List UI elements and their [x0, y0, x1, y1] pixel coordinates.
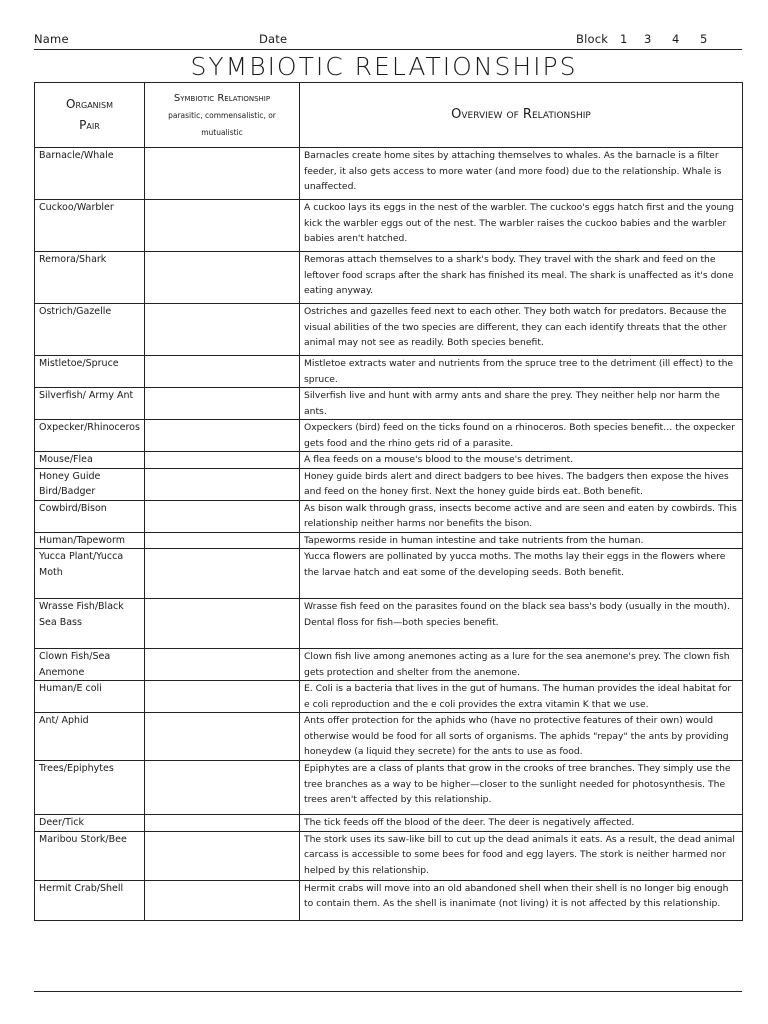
- overview-cell: A flea feeds on a mouse's blood to the mouse's detriment.: [300, 452, 743, 469]
- header-rule: [34, 49, 742, 50]
- table-row: [35, 500, 743, 532]
- table-body: [35, 148, 743, 921]
- relationship-answer-cell[interactable]: [145, 452, 300, 469]
- organism-pair-cell: Mistletoe/Spruce: [35, 356, 145, 388]
- symbiotic-relationship-header: [145, 83, 300, 148]
- overview-cell: Tapeworms reside in human intestine and take nutrients from the human.: [300, 532, 743, 549]
- overview-cell: E. Coli is a bacteria that lives in the gut of humans. The human provides the ideal habitat for e coli reproduction and the e coli provides the extra vitamin K that we use.: [300, 681, 743, 713]
- table-row: [35, 649, 743, 681]
- relationship-answer-cell[interactable]: [145, 549, 300, 599]
- organism-pair-cell: Ostrich/Gazelle: [35, 304, 145, 356]
- organism-pair-cell: Silverfish/ Army Ant: [35, 388, 145, 420]
- overview-header: [300, 83, 743, 148]
- overview-cell: Honey guide birds alert and direct badgers to bee hives. The badgers then expose the hives and feed on the honey first. Next the honey guide birds eat. Both benefit.: [300, 468, 743, 500]
- relationship-answer-cell[interactable]: [145, 304, 300, 356]
- overview-cell: As bison walk through grass, insects become active and are seen and eaten by cowbirds. This relationship neither harms nor benefits the bison.: [300, 500, 743, 532]
- header-bar: [34, 30, 742, 50]
- organism-pair-cell: Cuckoo/Warbler: [35, 200, 145, 252]
- organism-header-line1: Organism: [66, 97, 113, 111]
- table-header-row: [35, 83, 743, 148]
- relationship-answer-cell[interactable]: [145, 388, 300, 420]
- relationship-answer-cell[interactable]: [145, 200, 300, 252]
- block-option-3[interactable]: 3: [644, 32, 652, 46]
- symbiotic-header-sub1: parasitic, commensalistic, or: [168, 110, 276, 120]
- organism-pair-cell: Clown Fish/Sea Anemone: [35, 649, 145, 681]
- relationship-answer-cell[interactable]: [145, 599, 300, 649]
- organism-pair-cell: Trees/Epiphytes: [35, 761, 145, 815]
- organism-pair-cell: Cowbird/Bison: [35, 500, 145, 532]
- table-row: [35, 388, 743, 420]
- relationship-answer-cell[interactable]: [145, 713, 300, 761]
- table-row: [35, 880, 743, 920]
- overview-cell: Mistletoe extracts water and nutrients from the spruce tree to the detriment (ill effect) to the spruce.: [300, 356, 743, 388]
- relationship-answer-cell[interactable]: [145, 815, 300, 832]
- overview-cell: Yucca flowers are pollinated by yucca moths. The moths lay their eggs in the flowers where the larvae hatch and eat some of the developing seeds. Both benefit.: [300, 549, 743, 599]
- relationship-answer-cell[interactable]: [145, 831, 300, 880]
- organism-pair-cell: Mouse/Flea: [35, 452, 145, 469]
- overview-cell: Hermit crabs will move into an old abandoned shell when their shell is no longer big enough to contain them. As the shell is inanimate (not living) it is not affected by this relationship.: [300, 880, 743, 920]
- table-row: [35, 815, 743, 832]
- relationship-answer-cell[interactable]: [145, 761, 300, 815]
- organism-pair-cell: Oxpecker/Rhinoceros: [35, 420, 145, 452]
- table-row: [35, 681, 743, 713]
- overview-cell: Ostriches and gazelles feed next to each other. They both watch for predators. Because the visual abilities of the two species are different, they can each identify threats that the other animal may not see as readily. Both species benefit.: [300, 304, 743, 356]
- organism-pair-header: [35, 83, 145, 148]
- relationship-answer-cell[interactable]: [145, 532, 300, 549]
- table-row: [35, 549, 743, 599]
- organism-pair-cell: Deer/Tick: [35, 815, 145, 832]
- overview-cell: Oxpeckers (bird) feed on the ticks found on a rhinoceros. Both species benefit… the oxpecker gets food and the rhino gets rid of a parasite.: [300, 420, 743, 452]
- relationship-answer-cell[interactable]: [145, 649, 300, 681]
- page-title: SYMBIOTIC RELATIONSHIPS: [190, 52, 578, 81]
- overview-cell: Barnacles create home sites by attaching themselves to whales. As the barnacle is a filter feeder, it also gets access to more water (and more food) due to the relationship. Whale is unaffected.: [300, 148, 743, 200]
- table-row: [35, 304, 743, 356]
- table-row: [35, 599, 743, 649]
- block-option-4[interactable]: 4: [672, 32, 680, 46]
- overview-cell: The stork uses its saw-like bill to cut up the dead animals it eats. As a result, the dead animal carcass is accessible to some bees for food and egg layers. The stork is neither harmed nor helped by this relationship.: [300, 831, 743, 880]
- block-label: Block: [576, 32, 609, 46]
- relationship-answer-cell[interactable]: [145, 500, 300, 532]
- organism-pair-cell: Hermit Crab/Shell: [35, 880, 145, 920]
- overview-cell: Wrasse fish feed on the parasites found on the black sea bass's body (usually in the mouth). Dental floss for fish—both species benefit.: [300, 599, 743, 649]
- organism-header-line2: Pair: [79, 118, 100, 132]
- relationship-answer-cell[interactable]: [145, 420, 300, 452]
- table-row: [35, 148, 743, 200]
- table-row: [35, 831, 743, 880]
- relationship-answer-cell[interactable]: [145, 252, 300, 304]
- overview-cell: Clown fish live among anemones acting as a lure for the sea anemone's prey. The clown fish gets protection and shelter from the anemone.: [300, 649, 743, 681]
- table-row: [35, 356, 743, 388]
- overview-cell: The tick feeds off the blood of the deer. The deer is negatively affected.: [300, 815, 743, 832]
- organism-pair-cell: Human/Tapeworm: [35, 532, 145, 549]
- organism-pair-cell: Barnacle/Whale: [35, 148, 145, 200]
- relationship-answer-cell[interactable]: [145, 148, 300, 200]
- table-row: [35, 420, 743, 452]
- organism-pair-cell: Honey Guide Bird/Badger: [35, 468, 145, 500]
- table-row: [35, 761, 743, 815]
- table-row: [35, 468, 743, 500]
- table-row: [35, 532, 743, 549]
- symbiotic-header-sub2: mutualistic: [201, 127, 243, 137]
- table-row: [35, 713, 743, 761]
- date-label: Date: [259, 32, 288, 46]
- overview-cell: Epiphytes are a class of plants that grow in the crooks of tree branches. They simply use the tree branches as a way to be higher—closer to the sunlight needed for photosynthesis. The trees aren't affected by this relationship.: [300, 761, 743, 815]
- relationship-answer-cell[interactable]: [145, 356, 300, 388]
- relationship-answer-cell[interactable]: [145, 681, 300, 713]
- organism-pair-cell: Human/E coli: [35, 681, 145, 713]
- relationships-table: [34, 82, 743, 921]
- table-row: [35, 252, 743, 304]
- overview-cell: Ants offer protection for the aphids who (have no protective features of their own) would otherwise would be food for all sorts of organisms. The aphids "repay" the ants by providing honeydew (a liquid they secrete) for the ants to use as food.: [300, 713, 743, 761]
- overview-cell: Remoras attach themselves to a shark's body. They travel with the shark and feed on the leftover food scraps after the shark has finished its meal. The shark is unaffected as it's done eating anyway.: [300, 252, 743, 304]
- overview-header-label: Overview of Relationship: [451, 107, 591, 123]
- overview-cell: A cuckoo lays its eggs in the nest of the warbler. The cuckoo's eggs hatch first and the young kick the warbler eggs out of the nest. The warbler raises the cuckoo babies and the warbler babies aren't hatched.: [300, 200, 743, 252]
- organism-pair-cell: Maribou Stork/Bee: [35, 831, 145, 880]
- block-option-5[interactable]: 5: [700, 32, 708, 46]
- table-row: [35, 200, 743, 252]
- organism-pair-cell: Remora/Shark: [35, 252, 145, 304]
- organism-pair-cell: Ant/ Aphid: [35, 713, 145, 761]
- block-option-1[interactable]: 1: [620, 32, 628, 46]
- organism-pair-cell: Yucca Plant/Yucca Moth: [35, 549, 145, 599]
- symbiotic-header-title: Symbiotic Relationship: [173, 92, 271, 104]
- relationship-answer-cell[interactable]: [145, 880, 300, 920]
- relationship-answer-cell[interactable]: [145, 468, 300, 500]
- table-row: [35, 452, 743, 469]
- organism-pair-cell: Wrasse Fish/Black Sea Bass: [35, 599, 145, 649]
- footer-rule: [34, 991, 742, 992]
- overview-cell: Silverfish live and hunt with army ants and share the prey. They neither help nor harm the ants.: [300, 388, 743, 420]
- name-label: Name: [34, 32, 69, 46]
